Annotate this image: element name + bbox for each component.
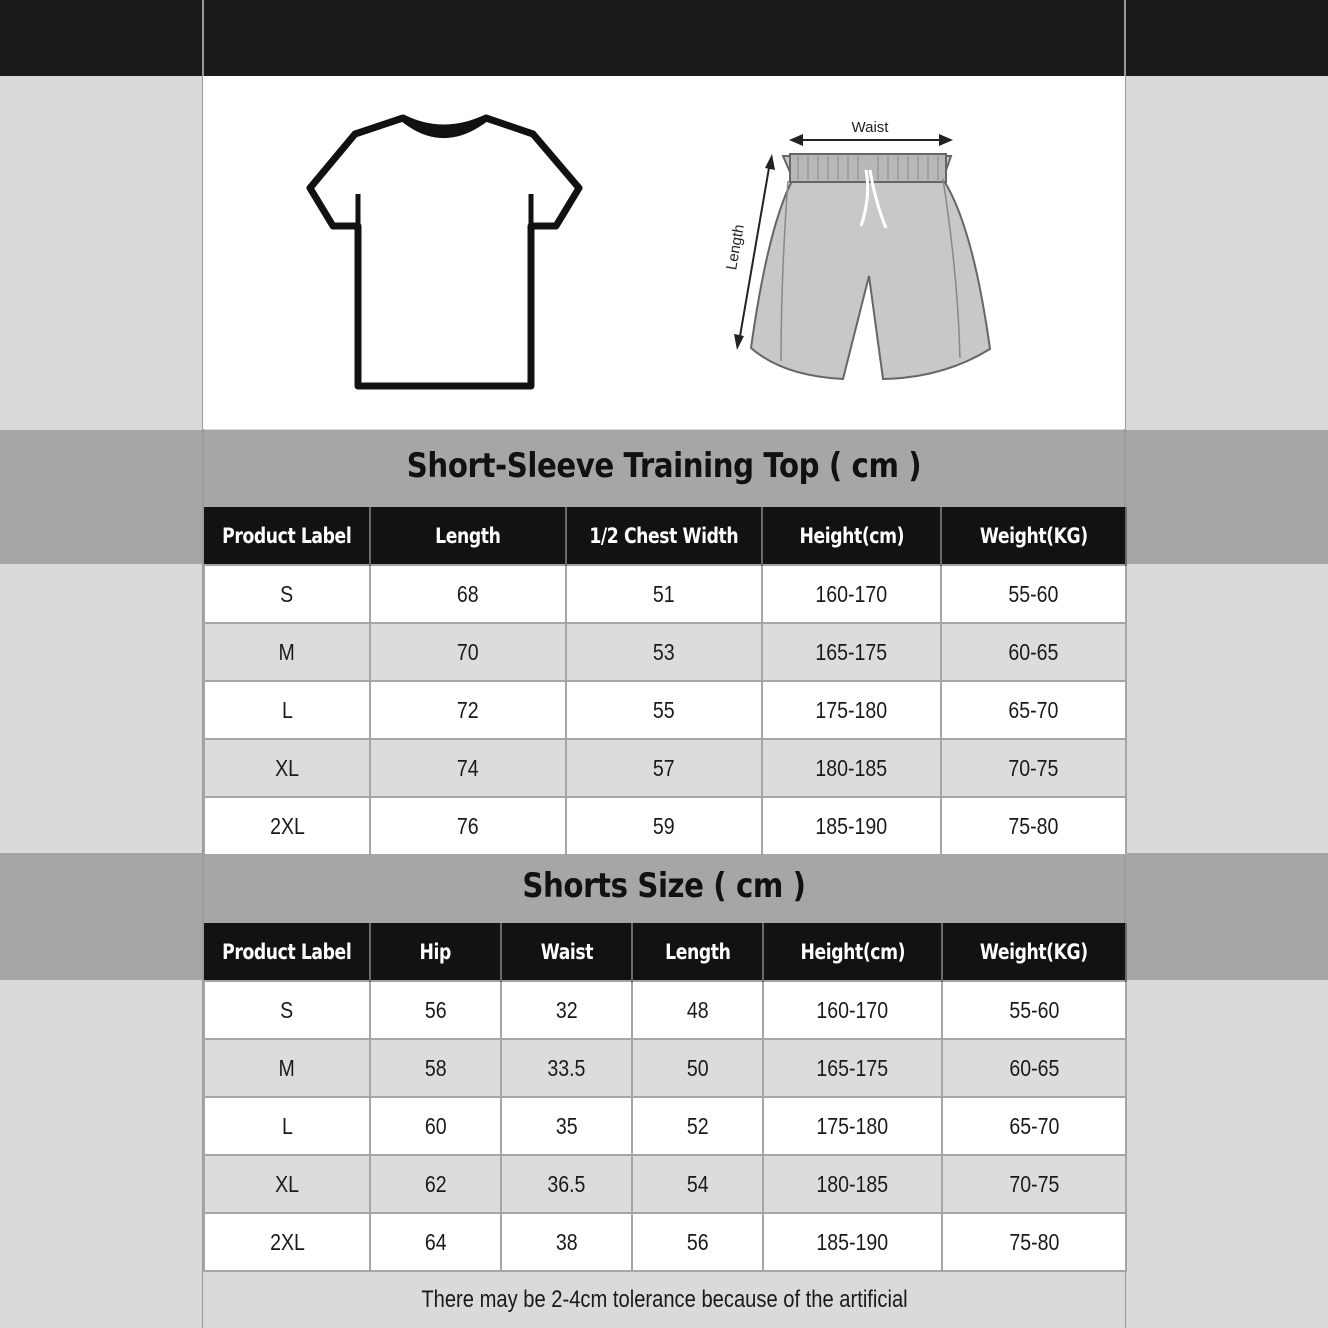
column-header: Height(cm) (762, 507, 941, 565)
table-cell: M (204, 623, 370, 681)
table-cell: 59 (566, 797, 762, 855)
table-cell: 50 (632, 1039, 763, 1097)
table-row (204, 739, 1126, 797)
column-header: Hip (370, 923, 501, 981)
table-row (204, 797, 1126, 855)
table-cell: 76 (370, 797, 566, 855)
table-cell: 175-180 (763, 1097, 942, 1155)
table-cell: 56 (370, 981, 501, 1039)
table-row (204, 565, 1126, 623)
tolerance-note (203, 1272, 1125, 1328)
table-cell: 51 (566, 565, 762, 623)
table-cell: 60-65 (942, 1039, 1126, 1097)
table-cell: 160-170 (763, 981, 942, 1039)
tshirt-icon (310, 118, 579, 386)
column-header: Length (632, 923, 763, 981)
table-row (204, 623, 1126, 681)
table-cell: 64 (370, 1213, 501, 1271)
table-cell: 57 (566, 739, 762, 797)
column-header: Height(cm) (763, 923, 942, 981)
table-cell: 75-80 (941, 797, 1126, 855)
column-header: Waist (501, 923, 632, 981)
table-cell: 55-60 (942, 981, 1126, 1039)
table-cell: 180-185 (762, 739, 941, 797)
table-cell: 74 (370, 739, 566, 797)
table-cell: 60-65 (941, 623, 1126, 681)
table-cell: 33.5 (501, 1039, 632, 1097)
table-row (204, 1155, 1126, 1213)
table-cell: 65-70 (942, 1097, 1126, 1155)
table-row (204, 981, 1126, 1039)
table-cell: 2XL (204, 797, 370, 855)
table-cell: 70-75 (942, 1155, 1126, 1213)
shorts-icon (723, 119, 990, 379)
table-cell: L (204, 681, 370, 739)
table-cell: 55 (566, 681, 762, 739)
waist-label: Waist (851, 119, 889, 136)
table-cell: 38 (501, 1213, 632, 1271)
table-cell: 32 (501, 981, 632, 1039)
table-header-row (204, 507, 1126, 565)
table-cell: 36.5 (501, 1155, 632, 1213)
column-header: Length (370, 507, 566, 565)
column-header: Product Label (204, 507, 370, 565)
table-cell: 53 (566, 623, 762, 681)
illustration-canvas (203, 76, 1125, 429)
column-header: Weight(KG) (942, 923, 1126, 981)
table-cell: 165-175 (762, 623, 941, 681)
tolerance-note-text: There may be 2-4cm tolerance because of the artificial (420, 1286, 908, 1313)
shorts-size-table (203, 923, 1127, 1272)
table-cell: 54 (632, 1155, 763, 1213)
shorts-table-title: Shorts Size ( cm ) (522, 866, 806, 906)
length-label: Length (723, 223, 748, 272)
column-header: 1/2 Chest Width (566, 507, 762, 565)
table-row (204, 1097, 1126, 1155)
table-cell: 175-180 (762, 681, 941, 739)
table-cell: 185-190 (762, 797, 941, 855)
table-cell: 70-75 (941, 739, 1126, 797)
table-cell: 35 (501, 1097, 632, 1155)
table-cell: 55-60 (941, 565, 1126, 623)
table-cell: 58 (370, 1039, 501, 1097)
table-row (204, 1213, 1126, 1271)
table-cell: 180-185 (763, 1155, 942, 1213)
table-cell: M (204, 1039, 370, 1097)
column-header: Weight(KG) (941, 507, 1126, 565)
table-cell: 65-70 (941, 681, 1126, 739)
garment-illustrations (203, 76, 1125, 429)
table-cell: 75-80 (942, 1213, 1126, 1271)
table-cell: 72 (370, 681, 566, 739)
table-cell: 62 (370, 1155, 501, 1213)
table-cell: 70 (370, 623, 566, 681)
table-cell: S (204, 981, 370, 1039)
table-cell: 48 (632, 981, 763, 1039)
table-cell: L (204, 1097, 370, 1155)
table-cell: 160-170 (762, 565, 941, 623)
table-cell: 52 (632, 1097, 763, 1155)
table-row (204, 1039, 1126, 1097)
table-cell: 68 (370, 565, 566, 623)
table-cell: 60 (370, 1097, 501, 1155)
table-header-row (204, 923, 1126, 981)
table-cell: XL (204, 739, 370, 797)
top-size-table (203, 507, 1127, 856)
table-cell: 2XL (204, 1213, 370, 1271)
column-header: Product Label (204, 923, 370, 981)
top-table-title: Short-Sleeve Training Top ( cm ) (406, 446, 922, 486)
table-cell: 185-190 (763, 1213, 942, 1271)
table-row (204, 681, 1126, 739)
table-cell: 165-175 (763, 1039, 942, 1097)
table-cell: S (204, 565, 370, 623)
table-cell: XL (204, 1155, 370, 1213)
table-cell: 56 (632, 1213, 763, 1271)
